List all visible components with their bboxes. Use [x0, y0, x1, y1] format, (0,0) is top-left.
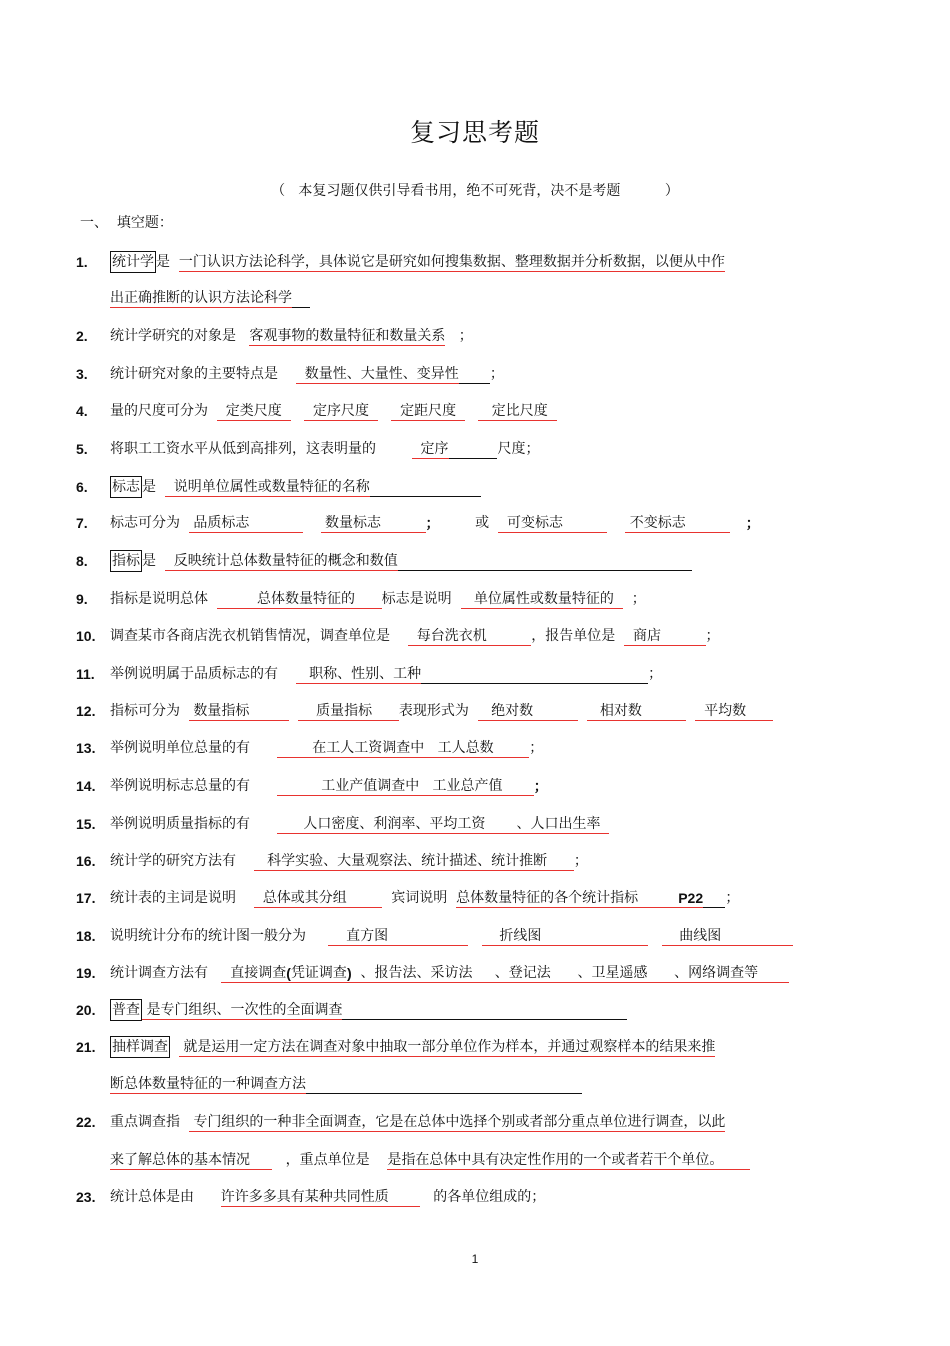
- answer-text: 专门组织的一种非全面调查，它是在总体中选择个别或者部分重点单位进行调查，以此: [188, 1114, 726, 1130]
- question-number: 21.: [76, 1039, 96, 1055]
- question-number: 11.: [76, 666, 95, 682]
- prompt-text: ；: [529, 740, 544, 756]
- prompt-text: [378, 397, 391, 425]
- answer-text: 数量标志: [320, 515, 426, 531]
- answer-text: 定距尺度: [391, 403, 466, 419]
- question-text: [110, 397, 874, 425]
- prompt-text: 统计表的主词是说明: [110, 890, 254, 906]
- question-line: [0, 959, 950, 987]
- answer-underline: [179, 271, 725, 272]
- answer-text: 直方图: [328, 928, 469, 944]
- question-text: [110, 1146, 874, 1174]
- answer-underline: [498, 532, 607, 533]
- answer-text: 反映统计总体数量特征的概念和数值: [164, 553, 398, 569]
- answer-text: 、报告法、采访法 、登记法 、卫星遥感 、网络调查等: [351, 965, 790, 981]
- section-heading: 一、 填空题：: [80, 215, 173, 231]
- answer-underline: [296, 383, 459, 384]
- answer-underline: [291, 982, 347, 983]
- answer-underline: [478, 420, 556, 421]
- answer-underline: [296, 683, 421, 684]
- answer-text: 总体数量特征的: [216, 591, 382, 607]
- question-number: 14.: [76, 778, 96, 794]
- answer-text: 不变标志: [625, 515, 731, 531]
- answer-text: 相对数: [586, 703, 687, 719]
- prompt-text: [291, 397, 304, 425]
- question-line: [0, 1183, 950, 1211]
- answer-text: 许许多多具有某种共同性质: [220, 1189, 420, 1205]
- question-number: 5.: [76, 441, 88, 457]
- prompt-text: ；: [489, 366, 504, 382]
- answer-underline: [456, 907, 678, 908]
- answer-underline: [189, 532, 303, 533]
- answer-underline: [328, 945, 468, 946]
- answer-underline: [398, 570, 692, 571]
- answer-text: 出正确推断的认识方法论科学: [110, 290, 292, 306]
- answer-underline: [277, 757, 530, 758]
- answer-text: 定序: [411, 441, 449, 457]
- prompt-text: ；: [730, 515, 760, 531]
- question-line: [0, 322, 950, 350]
- prompt-text: [648, 922, 661, 950]
- answer-text: 职称、性别、工种: [295, 666, 422, 682]
- prompt-text: ；: [725, 890, 740, 906]
- prompt-text: [607, 509, 625, 537]
- boxed-term: [110, 996, 142, 1024]
- term-box: 标志: [110, 476, 142, 498]
- answer-underline: [165, 570, 398, 571]
- answer-text: (: [286, 965, 291, 981]
- answer-text: 来了解总体的基本情况: [110, 1152, 273, 1168]
- question-number: 9.: [76, 591, 88, 607]
- question-text: [110, 547, 874, 575]
- question-number: 8.: [76, 553, 88, 569]
- answer-text: 直接调查: [221, 965, 287, 981]
- answer-text: ): [346, 965, 352, 981]
- answer-underline: [292, 307, 310, 308]
- answer-text: 凭证调查: [290, 965, 347, 981]
- answer-underline: [189, 1131, 725, 1132]
- question-text: [110, 360, 874, 388]
- answer-underline: [254, 870, 574, 871]
- question-text: [110, 734, 874, 762]
- boxed-term: [110, 547, 142, 575]
- answer-text: 总体或其分组: [253, 890, 383, 906]
- answer-underline: [110, 307, 292, 308]
- prompt-text: 表现形式为: [398, 703, 478, 719]
- answer-underline: [277, 795, 534, 796]
- prompt-text: ；: [648, 666, 663, 682]
- answer-text: P22: [678, 890, 704, 906]
- prompt-text: 统计学研究的对象是: [110, 328, 250, 344]
- answer-text: 定比尺度: [478, 403, 557, 419]
- prompt-text: 量的尺度可分为: [110, 403, 217, 419]
- prompt-text: 统计调查方法有: [110, 965, 222, 981]
- question-line: [0, 1146, 950, 1174]
- answer-text: 人口密度、利润率、平均工资 、人口出生率: [276, 816, 610, 832]
- question-number: 16.: [76, 853, 96, 869]
- question-text: [110, 1108, 874, 1136]
- question-text: [110, 772, 874, 800]
- question-text: [110, 248, 874, 276]
- answer-text: 定序尺度: [304, 403, 378, 419]
- prompt-text: [578, 697, 587, 725]
- answer-underline: [179, 1056, 715, 1057]
- question-line: [0, 547, 950, 575]
- prompt-text: 或: [439, 515, 499, 531]
- answer-underline: [221, 1206, 420, 1207]
- prompt-text: [170, 1033, 179, 1061]
- question-number: 2.: [76, 328, 88, 344]
- answer-text: 可变标志: [498, 515, 608, 531]
- question-text: [110, 322, 874, 350]
- question-line: [0, 810, 950, 838]
- question-number: 1.: [76, 254, 88, 270]
- question-number: 19.: [76, 965, 96, 981]
- question-line: [0, 397, 950, 425]
- prompt-text: [468, 922, 481, 950]
- answer-underline: [217, 608, 382, 609]
- answer-underline: [277, 833, 610, 834]
- prompt-text: [465, 397, 478, 425]
- answer-underline: [421, 683, 648, 684]
- answer-underline: [461, 608, 623, 609]
- answer-underline: [110, 1093, 306, 1094]
- question-line: [0, 1108, 950, 1136]
- answer-underline: [482, 945, 649, 946]
- question-text: [110, 509, 874, 537]
- answer-underline: [110, 1169, 272, 1170]
- question-line: [0, 772, 950, 800]
- question-line: [0, 284, 950, 312]
- question-number: 22.: [76, 1114, 96, 1130]
- prompt-text: 指标可分为: [110, 703, 189, 719]
- prompt-text: 重点调查指: [110, 1114, 189, 1130]
- question-text: [110, 697, 874, 725]
- answer-text: 质量指标: [298, 703, 399, 719]
- answer-underline: [254, 907, 383, 908]
- question-text: [110, 660, 874, 688]
- answer-text: 每台洗衣机: [407, 628, 532, 644]
- prompt-text: ，重点单位是: [272, 1152, 388, 1168]
- question-text: [110, 284, 874, 312]
- question-line: [0, 248, 950, 276]
- answer-underline: [298, 720, 399, 721]
- question-number: 20.: [76, 1002, 96, 1018]
- answer-text: 客观事物的数量特征和数量关系: [249, 328, 446, 344]
- question-line: [0, 660, 950, 688]
- page-title: 复习思考题: [409, 118, 540, 147]
- answer-text: 是指在总体中具有决定性作用的一个或者若干个单位。: [387, 1152, 751, 1168]
- prompt-text: ；: [425, 515, 440, 531]
- question-line: [0, 734, 950, 762]
- question-line: [0, 509, 950, 537]
- answer-text: 数量性、大量性、变异性: [295, 366, 459, 382]
- prompt-text: 举例说明属于品质标志的有: [110, 666, 296, 682]
- question-number: 12.: [76, 703, 96, 719]
- question-number: 10.: [76, 628, 96, 644]
- question-text: [110, 585, 874, 613]
- prompt-text: 举例说明单位总量的有: [110, 740, 277, 756]
- answer-underline: [352, 982, 790, 983]
- question-text: [110, 810, 874, 838]
- answer-underline: [387, 1169, 750, 1170]
- question-line: [0, 622, 950, 650]
- prompt-text: 举例说明标志总量的有: [110, 778, 277, 794]
- answer-underline: [662, 945, 793, 946]
- prompt-text: 指标是说明总体: [110, 591, 217, 607]
- question-line: [0, 360, 950, 388]
- question-text: [110, 435, 874, 463]
- prompt-text: [289, 697, 298, 725]
- answer-text: 曲线图: [661, 928, 793, 944]
- question-text: [110, 473, 874, 501]
- prompt-text: 是: [156, 254, 179, 270]
- prompt-text: ；: [573, 853, 588, 869]
- answer-text: 一门认识方法论科学，具体说它是研究如何搜集数据、整理数据并分析数据，以便从中作: [178, 254, 725, 270]
- answer-underline: [695, 720, 773, 721]
- prompt-text: 统计研究对象的主要特点是: [110, 366, 296, 382]
- answer-underline: [306, 1093, 582, 1094]
- answer-text: 定类尺度: [216, 403, 291, 419]
- answer-text: 商店: [624, 628, 706, 644]
- prompt-text: 举例说明质量指标的有: [110, 816, 277, 832]
- answer-text: 绝对数: [477, 703, 578, 719]
- answer-underline: [625, 532, 730, 533]
- question-text: [110, 622, 874, 650]
- term-box: 普查: [110, 999, 142, 1021]
- answer-underline: [221, 982, 286, 983]
- question-line: [0, 435, 950, 463]
- answer-text: 品质标志: [188, 515, 303, 531]
- prompt-text: 调查某市各商店洗衣机销售情况，调查单位是: [110, 628, 408, 644]
- answer-text: 单位属性或数量特征的: [460, 591, 623, 607]
- prompt-text: 标志是说明: [381, 591, 461, 607]
- question-number: 7.: [76, 515, 88, 531]
- answer-underline: [370, 496, 481, 497]
- prompt-text: 标志可分为: [110, 515, 189, 531]
- answer-underline: [478, 720, 578, 721]
- question-line: [0, 847, 950, 875]
- answer-underline: [249, 345, 445, 346]
- prompt-text: [686, 697, 695, 725]
- answer-text: 工业产值调查中 工业总产值: [276, 778, 534, 794]
- answer-underline: [391, 420, 465, 421]
- prompt-text: 宾词说明: [382, 890, 457, 906]
- prompt-text: 是: [142, 479, 165, 495]
- boxed-term: [110, 473, 142, 501]
- prompt-text: 统计学的研究方法有: [110, 853, 254, 869]
- boxed-term: [110, 1033, 170, 1061]
- question-text: [110, 847, 874, 875]
- question-line: [0, 996, 950, 1024]
- answer-underline: [587, 720, 687, 721]
- question-number: 3.: [76, 366, 88, 382]
- question-line: [0, 922, 950, 950]
- prompt-text: ；: [705, 628, 720, 644]
- answer-underline: [142, 1019, 342, 1020]
- question-text: [110, 996, 874, 1024]
- page-subtitle: （ 本复习题仅供引导看书用，绝不可死背，决不是考题 ）: [271, 183, 679, 199]
- question-line: [0, 884, 950, 912]
- question-number: 6.: [76, 479, 88, 495]
- prompt-text: 的各单位组成的；: [419, 1189, 546, 1205]
- answer-underline: [449, 458, 498, 459]
- prompt-text: 尺度；: [497, 441, 540, 457]
- prompt-text: [303, 509, 321, 537]
- answer-underline: [217, 420, 291, 421]
- answer-text: 是专门组织、一次性的全面调查: [142, 1002, 343, 1018]
- question-number: 18.: [76, 928, 96, 944]
- answer-underline: [189, 720, 290, 721]
- answer-underline: [459, 383, 490, 384]
- question-number: 4.: [76, 403, 88, 419]
- question-text: [110, 1070, 874, 1098]
- prompt-text: 将职工工资水平从低到高排列，这表明量的: [110, 441, 412, 457]
- page-number: 1: [471, 1252, 479, 1266]
- question-line: [0, 473, 950, 501]
- question-line: [0, 1070, 950, 1098]
- answer-underline: [624, 645, 705, 646]
- prompt-text: ；: [445, 328, 473, 344]
- term-box: 抽样调查: [110, 1036, 170, 1058]
- answer-underline: [408, 645, 531, 646]
- prompt-text: ；: [533, 778, 548, 794]
- answer-underline: [412, 458, 449, 459]
- answer-text: 说明单位属性或数量特征的名称: [164, 479, 370, 495]
- prompt-text: ；: [622, 591, 646, 607]
- answer-underline: [321, 532, 426, 533]
- question-number: 23.: [76, 1189, 96, 1205]
- answer-text: 折线图: [481, 928, 649, 944]
- answer-text: 断总体数量特征的一种调查方法: [110, 1076, 306, 1092]
- answer-text: 平均数: [695, 703, 773, 719]
- question-text: [110, 884, 874, 912]
- question-number: 13.: [76, 740, 96, 756]
- answer-text: 数量指标: [188, 703, 290, 719]
- answer-underline: [342, 1019, 627, 1020]
- term-box: 指标: [110, 550, 142, 572]
- prompt-text: 说明统计分布的统计图一般分为: [110, 928, 329, 944]
- question-line: [0, 1033, 950, 1061]
- answer-underline: [703, 907, 725, 908]
- boxed-term: [110, 248, 156, 276]
- answer-text: 总体数量特征的各个统计指标: [456, 890, 679, 906]
- answer-text: 在工人工资调查中 工人总数: [276, 740, 530, 756]
- question-line: [0, 585, 950, 613]
- question-text: [110, 1183, 874, 1211]
- question-line: [0, 697, 950, 725]
- prompt-text: 是: [142, 553, 165, 569]
- prompt-text: ，报告单位是: [531, 628, 625, 644]
- question-text: [110, 959, 874, 987]
- question-number: 17.: [76, 890, 96, 906]
- term-box: 统计学: [110, 251, 156, 273]
- answer-underline: [678, 907, 703, 908]
- answer-underline: [304, 420, 378, 421]
- question-text: [110, 1033, 874, 1061]
- prompt-text: 统计总体是由: [110, 1189, 221, 1205]
- answer-underline: [165, 496, 370, 497]
- question-number: 15.: [76, 816, 96, 832]
- answer-text: 就是运用一定方法在调查对象中抽取一部分单位作为样本，并通过观察样本的结果来推: [178, 1039, 716, 1055]
- answer-text: 科学实验、大量观察法、统计描述、统计推断: [253, 853, 574, 869]
- question-text: [110, 922, 874, 950]
